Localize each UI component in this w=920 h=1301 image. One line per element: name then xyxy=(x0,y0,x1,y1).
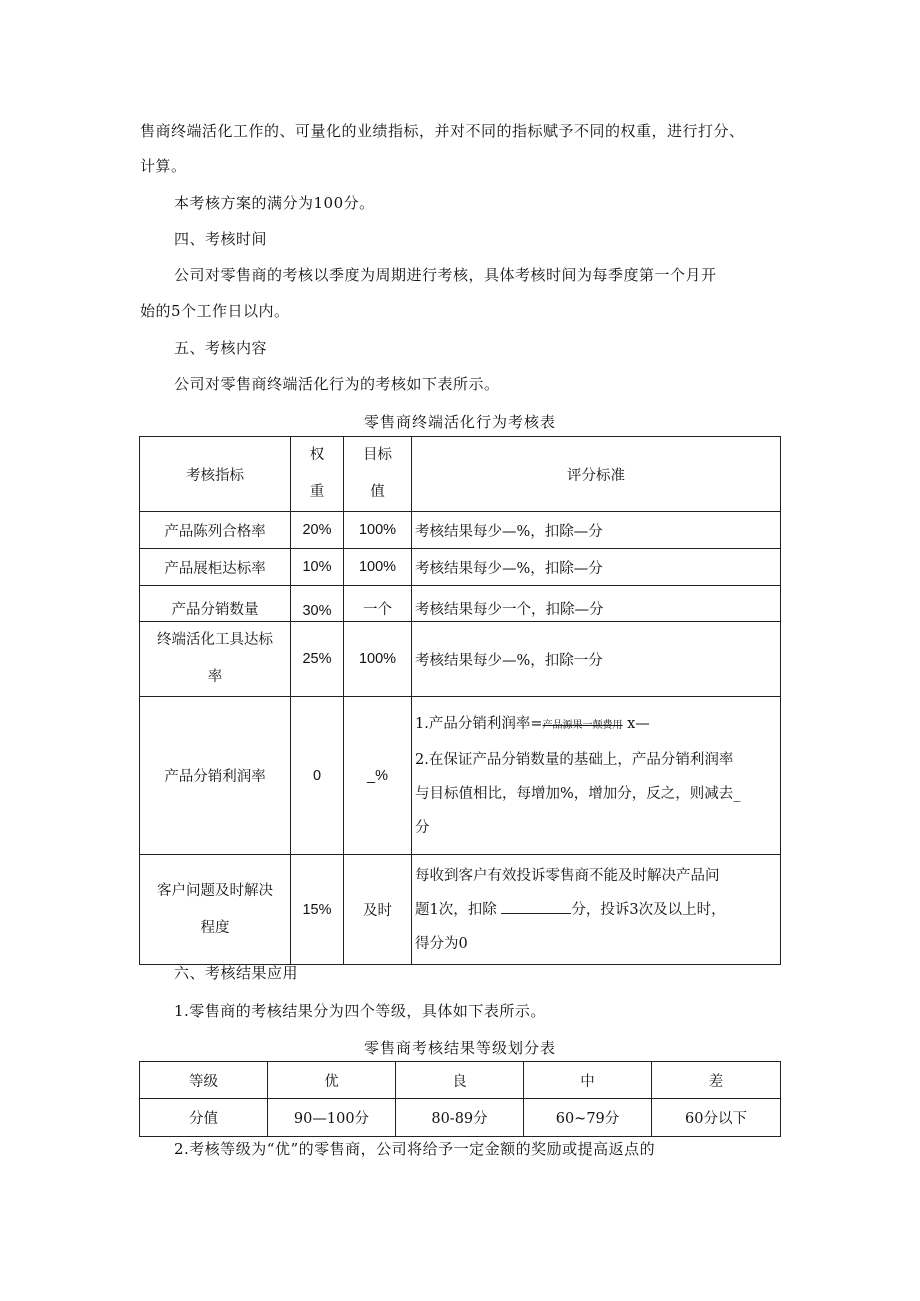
section-heading: 六、考核结果应用 xyxy=(174,964,299,982)
score-cell: 90—100分 xyxy=(268,1099,396,1137)
table-row xyxy=(140,549,781,586)
table-caption: 零售商终端活化行为考核表 xyxy=(363,413,556,431)
blank-line xyxy=(501,899,571,914)
target-cell: 100% xyxy=(344,622,412,697)
table-row xyxy=(140,512,781,549)
grade-cell: 等级 xyxy=(140,1062,268,1099)
target-cell: 100% xyxy=(344,549,412,586)
paragraph: 2.考核等级为“优”的零售商，公司将给予一定金额的奖励或提高返点的 xyxy=(174,1140,656,1158)
grade-cell: 优 xyxy=(268,1062,396,1099)
indicator-cell: 客户问题及时解决 程度 xyxy=(140,855,291,965)
weight-cell: 0 xyxy=(291,697,344,855)
score-cell: 60分以下 xyxy=(652,1099,781,1137)
target-cell: 及时 xyxy=(344,855,412,965)
header-indicator: 考核指标 xyxy=(140,437,291,512)
target-cell: 一个 xyxy=(344,586,412,622)
weight-cell: 25% xyxy=(291,622,344,697)
table-row xyxy=(140,697,781,855)
grade-cell: 中 xyxy=(524,1062,652,1099)
criteria-cell: 考核结果每少一个，扣除—分 xyxy=(412,586,781,622)
grade-cell: 差 xyxy=(652,1062,781,1099)
weight-cell: 30% xyxy=(291,586,344,622)
criteria-cell: 考核结果每少—%，扣除—分 xyxy=(412,549,781,586)
score-cell: 分值 xyxy=(140,1099,268,1137)
weight-cell: 20% xyxy=(291,512,344,549)
table-row xyxy=(140,586,781,622)
grade-table xyxy=(139,1061,781,1137)
target-cell: _% xyxy=(344,697,412,855)
indicator-cell: 终端活化工具达标 率 xyxy=(140,622,291,697)
criteria-cell: 考核结果每少—%，扣除—分 xyxy=(412,512,781,549)
paragraph-line: 始的5个工作日以内。 xyxy=(140,302,290,320)
section-heading: 四、考核时间 xyxy=(174,230,268,248)
evaluation-table xyxy=(139,436,781,965)
header-criteria: 评分标准 xyxy=(412,437,781,512)
criteria-cell: 每收到客户有效投诉零售商不能及时解决产品问 题1次，扣除 分，投诉3次及以上时， 得分为0 xyxy=(412,855,781,965)
header-weight: 权 重 xyxy=(291,437,344,512)
paragraph: 本考核方案的满分为100分。 xyxy=(174,194,375,212)
score-cell: 60~79分 xyxy=(524,1099,652,1137)
weight-cell: 15% xyxy=(291,855,344,965)
indicator-cell: 产品陈列合格率 xyxy=(140,512,291,549)
paragraph-line: 计算。 xyxy=(140,157,187,175)
criteria-cell: 1.产品分销利润率=产品源果一颠费用 x— 2.在保证产品分销数量的基础上，产品分销利润率 与目标值相比，每增加%，增加分，反之，则减去_ 分 xyxy=(412,697,781,855)
score-row xyxy=(140,1099,781,1137)
paragraph: 公司对零售商终端活化行为的考核如下表所示。 xyxy=(174,375,500,393)
table-row xyxy=(140,622,781,697)
paragraph: 1.零售商的考核结果分为四个等级，具体如下表所示。 xyxy=(174,1002,546,1020)
indicator-cell: 产品展柜达标率 xyxy=(140,549,291,586)
target-cell: 100% xyxy=(344,512,412,549)
grade-cell: 良 xyxy=(396,1062,524,1099)
grade-header-row xyxy=(140,1062,781,1099)
table-row xyxy=(140,855,781,965)
table-header-row xyxy=(140,437,781,512)
indicator-cell: 产品分销利润率 xyxy=(140,697,291,855)
indicator-cell: 产品分销数量 xyxy=(140,586,291,622)
paragraph-line: 公司对零售商的考核以季度为周期进行考核，具体考核时间为每季度第一个月开 xyxy=(174,266,717,284)
criteria-cell: 考核结果每少—%，扣除一分 xyxy=(412,622,781,697)
header-target: 目标 值 xyxy=(344,437,412,512)
table-caption: 零售商考核结果等级划分表 xyxy=(363,1039,556,1057)
section-heading: 五、考核内容 xyxy=(174,339,268,357)
weight-cell: 10% xyxy=(291,549,344,586)
paragraph-line: 售商终端活化工作的、可量化的业绩指标，并对不同的指标赋予不同的权重，进行打分、 xyxy=(140,122,745,140)
score-cell: 80-89分 xyxy=(396,1099,524,1137)
